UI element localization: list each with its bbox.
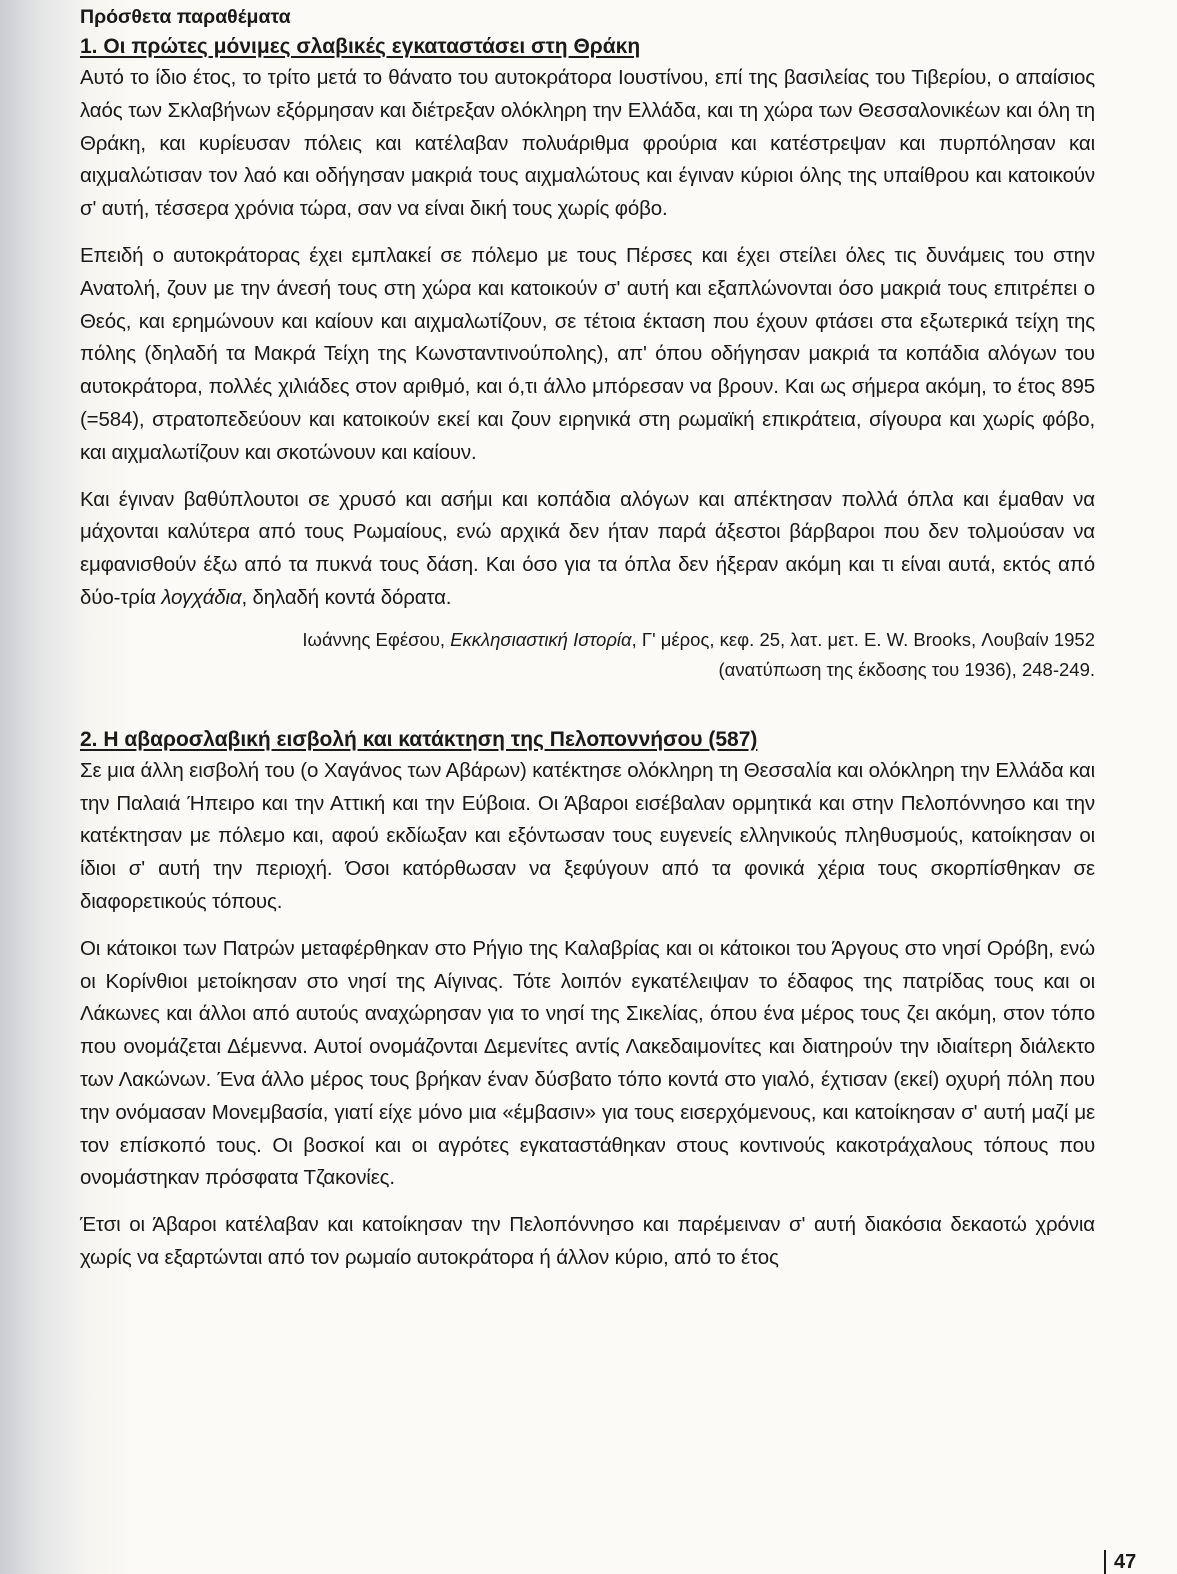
- paragraph-3-italic-term: λογχάδια: [161, 585, 242, 609]
- paragraph-3-text-end: , δηλαδή κοντά δόρατα.: [241, 585, 452, 609]
- page-content: [80, 2, 1095, 1275]
- citation-work: Εκκλησιαστική Ιστορία: [450, 628, 632, 650]
- section-heading: Πρόσθετα παραθέματα: [80, 6, 291, 28]
- excerpt-2-paragraph-3: Έτσι οι Άβαροι κατέλαβαν και κατοίκησαν την Πελοπόννησο και παρέμειναν σ' αυτή διακόσια δεκαοτώ χρόνια χωρίς να εξαρτώνται από τον ρωμαίο αυτοκράτορα ή άλλον κύριο, από το έτος: [80, 1213, 1095, 1269]
- page-number: 47: [1104, 1550, 1136, 1574]
- excerpt-1-paragraph-3: [80, 484, 1095, 615]
- excerpt-1-paragraph-1: Αυτό το ίδιο έτος, το τρίτο μετά το θάνατο του αυτοκράτορα Ιουστίνου, επί της βασιλείας του Τιβερίου, ο απαίσιος λαός των Σκλαβήνων εξόρμησαν και διέτρεξαν ολόκληρη την Ελλάδα, και τη χώρα των Θεσσαλονικέων και όλη τη Θράκη, και κυρίευσαν πόλεις και κατέλαβαν πολυάριθμα φρούρια και κατέστρεψαν και πυρπόλησαν και αιχμαλώτισαν τον λαό και οδήγησαν μακριά τους αιχμαλώτους και έγιναν κύριοι όλης της υπαίθρου και κατοικούν σ' αυτή, τέσσερα χρόνια τώρα, σαν να είναι δική τους χωρίς φόβο.: [80, 66, 1095, 221]
- excerpt-1-paragraph-2: Επειδή ο αυτοκράτορας έχει εμπλακεί σε πόλεμο με τους Πέρσες και έχει στείλει όλες τις δυνάμεις του στην Ανατολή, ζουν με την άνεσή τους στη χώρα και κατοικούν σ' αυτή και εξαπλώνονται όσο μακριά τους επιτρέπει ο Θεός, και ερημώνουν και καίουν και αιχμαλωτίζουν, σε τέτοια έκταση που έχουν φτάσει στα εξωτερικά τείχη της πόλης (δηλαδή τα Μακρά Τείχη της Κωνσταντινούπολης), απ' όπου οδήγησαν μακριά τα κοπάδια αλόγων του αυτοκράτορα, πολλές χιλιάδες στον αριθμό, και ό,τι άλλο μπόρεσαν να βρουν. Και ως σήμερα ακόμη, το έτος 895 (=584), στρατοπεδεύουν και κατοικούν εκεί και ζουν ειρηνικά στη ρωμαϊκή επικράτεια, σίγουρα και χωρίς φόβο, και αιχμαλωτίζουν και σκοτώνουν και καίουν.: [80, 243, 1095, 464]
- excerpt-2-paragraph-2: Οι κάτοικοι των Πατρών μεταφέρθηκαν στο Ρήγιο της Καλαβρίας και οι κάτοικοι του Άργους στο νησί Ορόβη, ενώ οι Κορίνθιοι μετοίκησαν στο νησί της Αίγινας. Τότε λοιπόν εγκατέλειψαν το έδαφος της πατρίδας τους και οι Λάκωνες και άλλοι από αυτούς αναχώρησαν για το νησί της Σικελίας, όπου ένα μέρος τους ζει ακόμη, στον τόπο που ονομάζεται Δέμεννα. Αυτοί ονομάζονται Δεμενίτες αντίς Λακεδαιμονίτες και διατηρούν την ιδιαίτερη διάλεκτο των Λακώνων. Ένα άλλο μέρος τους βρήκαν έναν δύσβατο τόπο κοντά στο γιαλό, έχτισαν (εκεί) οχυρή πόλη που την ονόμασαν Μονεμβασία, γιατί είχε μόνο μια «έμβασιν» για τους εισερχόμενους, και κατοίκησαν σ' αυτή μαζί με τον επίσκοπό τους. Οι βοσκοί και οι αγρότες εγκαταστάθηκαν στους κοντινούς κακοτράχαλους τόπους που ονομάστηκαν πρόσφατα Τζακονίες.: [80, 936, 1095, 1190]
- excerpt-1-title: 1. Οι πρώτες μόνιμες σλαβικές εγκαταστάσει στη Θράκη: [80, 35, 641, 58]
- citation-details-line-2: (ανατύπωση της έκδοσης του 1936), 248-249.: [718, 658, 1095, 680]
- excerpt-1-citation: [80, 625, 1095, 685]
- excerpt-2-paragraph-1: Σε μια άλλη εισβολή του (ο Χαγάνος των Αβάρων) κατέκτησε ολόκληρη τη Θεσσαλία και ολόκληρη την Ελλάδα και την Παλαιά Ήπειρο και την Αττική και την Εύβοια. Οι Άβαροι εισέβαλαν ορμητικά και στην Πελοπόννησο και την κατέκτησαν με πόλεμο και, αφού εκδίωξαν και εξόντωσαν τους ευγενείς ελληνικούς πληθυσμούς, κατοίκησαν οι ίδιοι σ' αυτή την περιοχή. Όσοι κατόρθωσαν να ξεφύγουν από τα φονικά χέρια τους σκορπίσθηκαν σε διαφορετικούς τόπους.: [80, 758, 1095, 913]
- excerpt-2-title: 2. Η αβαροσλαβική εισβολή και κατάκτηση της Πελοποννήσου (587): [80, 727, 758, 751]
- citation-details: , Γ' μέρος, κεφ. 25, λατ. μετ. E. W. Brooks, Λουβαίν 1952: [631, 628, 1095, 650]
- section-gap: [80, 685, 1095, 725]
- paragraph-3-text: Και έγιναν βαθύπλουτοι σε χρυσό και ασήμι και κοπάδια αλόγων και απέκτησαν πολλά όπλα και έμαθαν να μάχονται καλύτερα από τους Ρωμαίους, ενώ αρχικά δεν ήταν παρά άξεστοι βάρβαροι που δεν τολμούσαν να εμφανισθούν έξω από τα πυκνά τους δάση. Και όσο για τα όπλα δεν ήξεραν ακόμη και τι είναι αυτά, εκτός από δύο-τρία: [80, 487, 1095, 609]
- citation-author: Ιωάννης Εφέσου,: [302, 628, 451, 650]
